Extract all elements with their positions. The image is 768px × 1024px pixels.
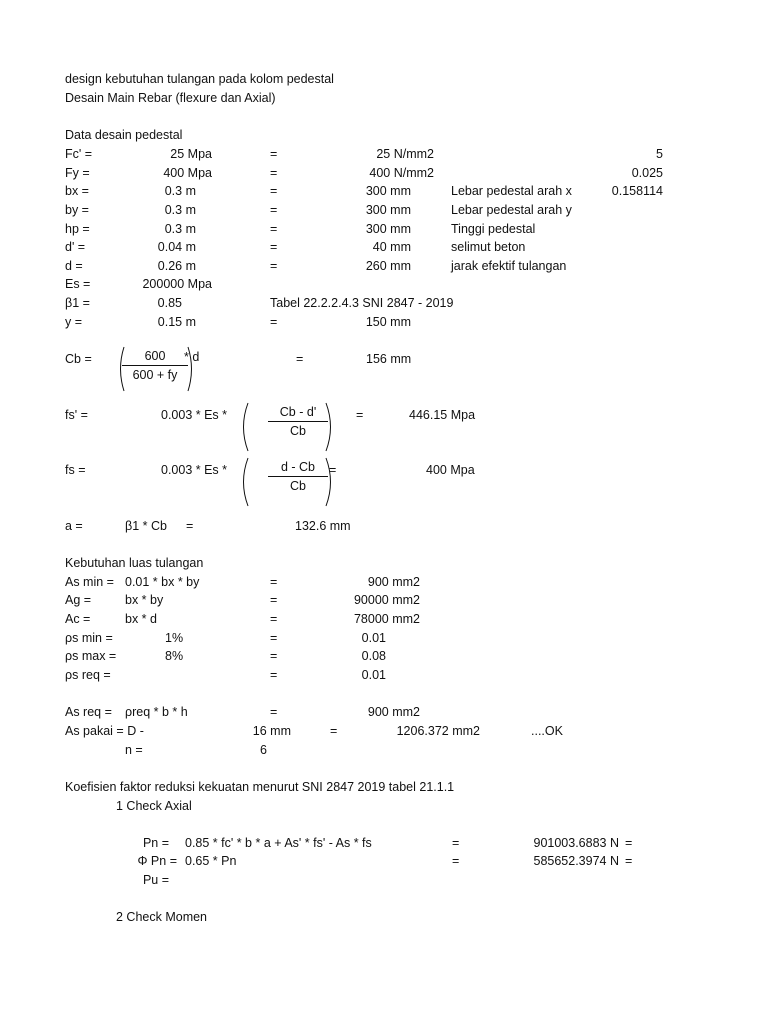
result: 132.6 mm	[295, 519, 351, 533]
label: by =	[65, 203, 89, 217]
value: 0.3 m	[164, 222, 196, 236]
result: 156 mm	[366, 352, 412, 366]
coefficient: 0.003 * Es *	[161, 408, 228, 422]
multiplier: * d	[184, 350, 200, 364]
converted-value: 260 mm	[365, 259, 411, 273]
equals: =	[270, 668, 278, 682]
equals: =	[270, 259, 278, 273]
reference: Tabel 22.2.2.4.3 SNI 2847 - 2019	[270, 296, 454, 310]
converted-value: 300 mm	[365, 184, 411, 198]
expression: ρreq * b * h	[125, 705, 188, 719]
label: As req =	[65, 705, 112, 719]
value: 0.85	[157, 296, 182, 310]
result: 0.01	[361, 631, 386, 645]
result: 446.15 Mpa	[409, 408, 476, 422]
denominator: 600 + fy	[132, 368, 178, 382]
value: 0.3 m	[164, 203, 196, 217]
expression: bx * by	[125, 593, 164, 607]
converted-value: 25 N/mm2	[376, 147, 434, 161]
equals: =	[270, 575, 278, 589]
label: Cb =	[65, 352, 92, 366]
result: 901003.6883 N	[533, 836, 619, 850]
label: fs' =	[65, 408, 88, 422]
value: 6	[260, 743, 267, 757]
result: 0.08	[361, 649, 386, 663]
value: 25 Mpa	[170, 147, 212, 161]
status-ok: ....OK	[531, 724, 563, 738]
label: ρs max =	[65, 649, 117, 663]
side-value: 5	[656, 147, 663, 161]
label: Ac =	[65, 612, 91, 626]
label: fs =	[65, 463, 86, 477]
fraction-bar	[268, 476, 328, 477]
label: n =	[125, 743, 143, 757]
equals: =	[270, 315, 278, 329]
side-value: 0.025	[631, 166, 663, 180]
converted-value: 150 mm	[365, 315, 411, 329]
equals: =	[270, 222, 278, 236]
converted-value: 300 mm	[365, 203, 411, 217]
equals: =	[452, 836, 460, 850]
denominator: Cb	[290, 424, 306, 438]
description: Lebar pedestal arah y	[451, 203, 572, 217]
label: hp =	[65, 222, 90, 236]
equals: =	[186, 519, 194, 533]
label: d' =	[65, 240, 86, 254]
equals: =	[270, 631, 278, 645]
equals: =	[270, 147, 278, 161]
result: 400 Mpa	[426, 463, 475, 477]
section-title-requirements: Kebutuhan luas tulangan	[65, 556, 204, 570]
fraction	[268, 402, 328, 446]
denominator: Cb	[290, 479, 306, 493]
section-title-koefisien: Koefisien faktor reduksi kekuatan menurut SNI 2847 2019 tabel 21.1.1	[65, 780, 455, 794]
result: 0.01	[361, 668, 386, 682]
fraction-bar	[268, 421, 328, 422]
equals: =	[270, 593, 278, 607]
label: Φ Pn =	[137, 854, 177, 868]
result: 585652.3974 N	[533, 854, 619, 868]
label: y =	[65, 315, 83, 329]
label: Es =	[65, 277, 91, 291]
result: 900 mm2	[367, 705, 420, 719]
expression: 1%	[165, 631, 184, 645]
description: Tinggi pedestal	[451, 222, 536, 236]
equals: =	[356, 408, 364, 422]
doc-title: design kebutuhan tulangan pada kolom pedestal	[65, 72, 334, 86]
label: d =	[65, 259, 83, 273]
label: As min =	[65, 575, 114, 589]
equals: =	[330, 724, 338, 738]
description: jarak efektif tulangan	[451, 259, 567, 273]
converted-value: 40 mm	[372, 240, 411, 254]
label: β1 =	[65, 296, 90, 310]
equals: =	[270, 184, 278, 198]
equals: =	[270, 612, 278, 626]
doc-subtitle: Desain Main Rebar (flexure dan Axial)	[65, 91, 276, 105]
bar-diameter: 16 mm	[252, 724, 291, 738]
label: Pu =	[142, 873, 169, 887]
numerator: d - Cb	[280, 460, 316, 474]
equals: =	[270, 166, 278, 180]
numerator: Cb - d'	[279, 405, 317, 419]
converted-value: 400 N/mm2	[369, 166, 434, 180]
label: ρs req =	[65, 668, 111, 682]
equals: =	[452, 854, 460, 868]
equals: =	[329, 463, 337, 477]
value: 200000 Mpa	[142, 277, 212, 291]
label: Fy =	[65, 166, 90, 180]
equals: =	[270, 203, 278, 217]
value: 0.15 m	[157, 315, 196, 329]
value: 0.04 m	[157, 240, 196, 254]
trailing-equals: =	[625, 854, 633, 868]
result: 78000 mm2	[353, 612, 420, 626]
label: bx =	[65, 184, 89, 198]
expression: bx * d	[125, 612, 157, 626]
check-axial-title: 1 Check Axial	[116, 799, 192, 813]
equals: =	[270, 649, 278, 663]
value: 400 Mpa	[163, 166, 212, 180]
fraction-bar	[122, 365, 188, 366]
label: Ag =	[65, 593, 92, 607]
converted-value: 300 mm	[365, 222, 411, 236]
fraction	[122, 346, 188, 390]
expression: 0.65 * Pn	[185, 854, 237, 868]
equals: =	[270, 705, 278, 719]
value: 0.3 m	[164, 184, 196, 198]
check-moment-title: 2 Check Momen	[116, 910, 208, 924]
label: ρs min =	[65, 631, 113, 645]
result: 900 mm2	[367, 575, 420, 589]
equals: =	[270, 240, 278, 254]
label: Fc' =	[65, 147, 93, 161]
trailing-equals: =	[625, 836, 633, 850]
description: selimut beton	[451, 240, 526, 254]
description: Lebar pedestal arah x	[451, 184, 572, 198]
label: Pn =	[142, 836, 169, 850]
coefficient: 0.003 * Es *	[161, 463, 228, 477]
label: a =	[65, 519, 83, 533]
expression: 8%	[165, 649, 184, 663]
result: 1206.372 mm2	[396, 724, 480, 738]
expression: 0.85 * fc' * b * a + As' * fs' - As * fs	[185, 836, 372, 850]
fraction	[268, 457, 328, 501]
side-value: 0.158114	[611, 184, 663, 198]
equals: =	[296, 352, 304, 366]
expression: 0.01 * bx * by	[125, 575, 200, 589]
value: 0.26 m	[157, 259, 196, 273]
expression: β1 * Cb	[125, 519, 167, 533]
result: 90000 mm2	[353, 593, 420, 607]
numerator: 600	[144, 349, 166, 363]
section-title-data: Data desain pedestal	[65, 128, 183, 142]
label: As pakai = D -	[65, 724, 144, 738]
